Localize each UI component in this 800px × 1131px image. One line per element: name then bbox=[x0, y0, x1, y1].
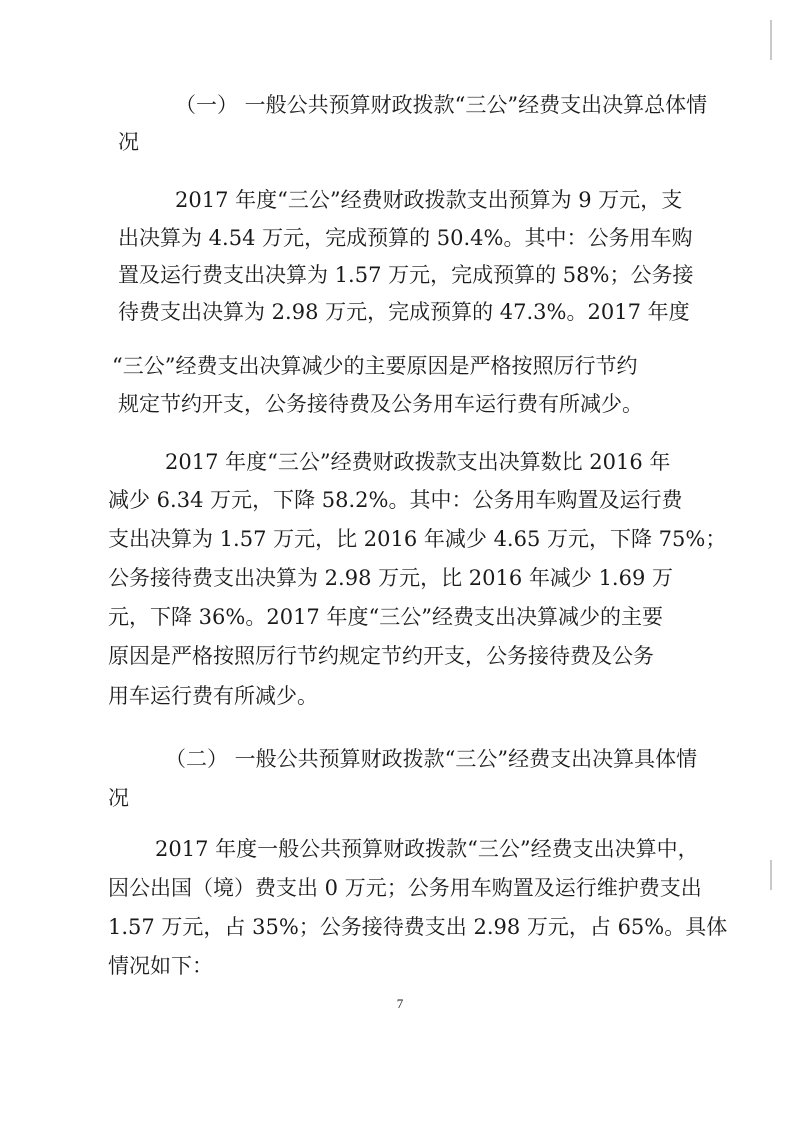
paragraph-2-line-4: 公务接待费支出决算为 2.98 万元，比 2016 年减少 1.69 万 bbox=[108, 566, 674, 590]
paragraph-2-line-6: 原因是严格按照厉行节约规定节约开支，公务接待费及公务 bbox=[108, 644, 654, 668]
paragraph-1-line-6: 规定节约开支，公务接待费及公务用车运行费有所减少。 bbox=[118, 392, 643, 416]
section-2-heading-line-1: （二） 一般公共预算财政拨款“三公”经费支出决算具体情 bbox=[165, 747, 698, 771]
paragraph-2-line-5: 元，下降 36%。2017 年度“三公”经费支出决算减少的主要 bbox=[108, 605, 663, 629]
paragraph-3-line-4: 情况如下： bbox=[108, 954, 213, 978]
paragraph-2-line-3: 支出决算为 1.57 万元，比 2016 年减少 4.65 万元，下降 75%； bbox=[108, 527, 727, 551]
scan-edge-mark bbox=[770, 20, 772, 60]
paragraph-1-line-1: 2017 年度“三公”经费财政拨款支出预算为 9 万元，支 bbox=[175, 188, 683, 212]
paragraph-3-line-1: 2017 年度一般公共预算财政拨款“三公”经费支出决算中， bbox=[155, 837, 699, 861]
paragraph-1-line-4: 待费支出决算为 2.98 万元，完成预算的 47.3%。2017 年度 bbox=[118, 300, 690, 324]
scan-edge-mark bbox=[770, 860, 772, 890]
section-1-heading-line-2: 况 bbox=[118, 130, 139, 154]
paragraph-1-line-3: 置及运行费支出决算为 1.57 万元，完成预算的 58%；公务接 bbox=[118, 263, 694, 287]
paragraph-3-line-3: 1.57 万元，占 35%；公务接待费支出 2.98 万元，占 65%。具体 bbox=[108, 915, 728, 939]
paragraph-2-line-2: 减少 6.34 万元，下降 58.2%。其中：公务用车购置及运行费 bbox=[108, 488, 683, 512]
section-1-heading-line-1: （一） 一般公共预算财政拨款“三公”经费支出决算总体情 bbox=[175, 93, 708, 117]
page-number: 7 bbox=[396, 996, 404, 1011]
paragraph-1-line-5: “三公”经费支出决算减少的主要原因是严格按照厉行节约 bbox=[112, 354, 638, 378]
paragraph-2-line-1: 2017 年度“三公”经费财政拨款支出决算数比 2016 年 bbox=[165, 450, 671, 474]
section-2-heading-line-2: 况 bbox=[108, 786, 129, 810]
paragraph-2-line-7: 用车运行费有所减少。 bbox=[108, 684, 318, 708]
paragraph-1-line-2: 出决算为 4.54 万元，完成预算的 50.4%。其中：公务用车购 bbox=[118, 226, 693, 250]
paragraph-3-line-2: 因公出国（境）费支出 0 万元；公务用车购置及运行维护费支出 bbox=[108, 876, 702, 900]
